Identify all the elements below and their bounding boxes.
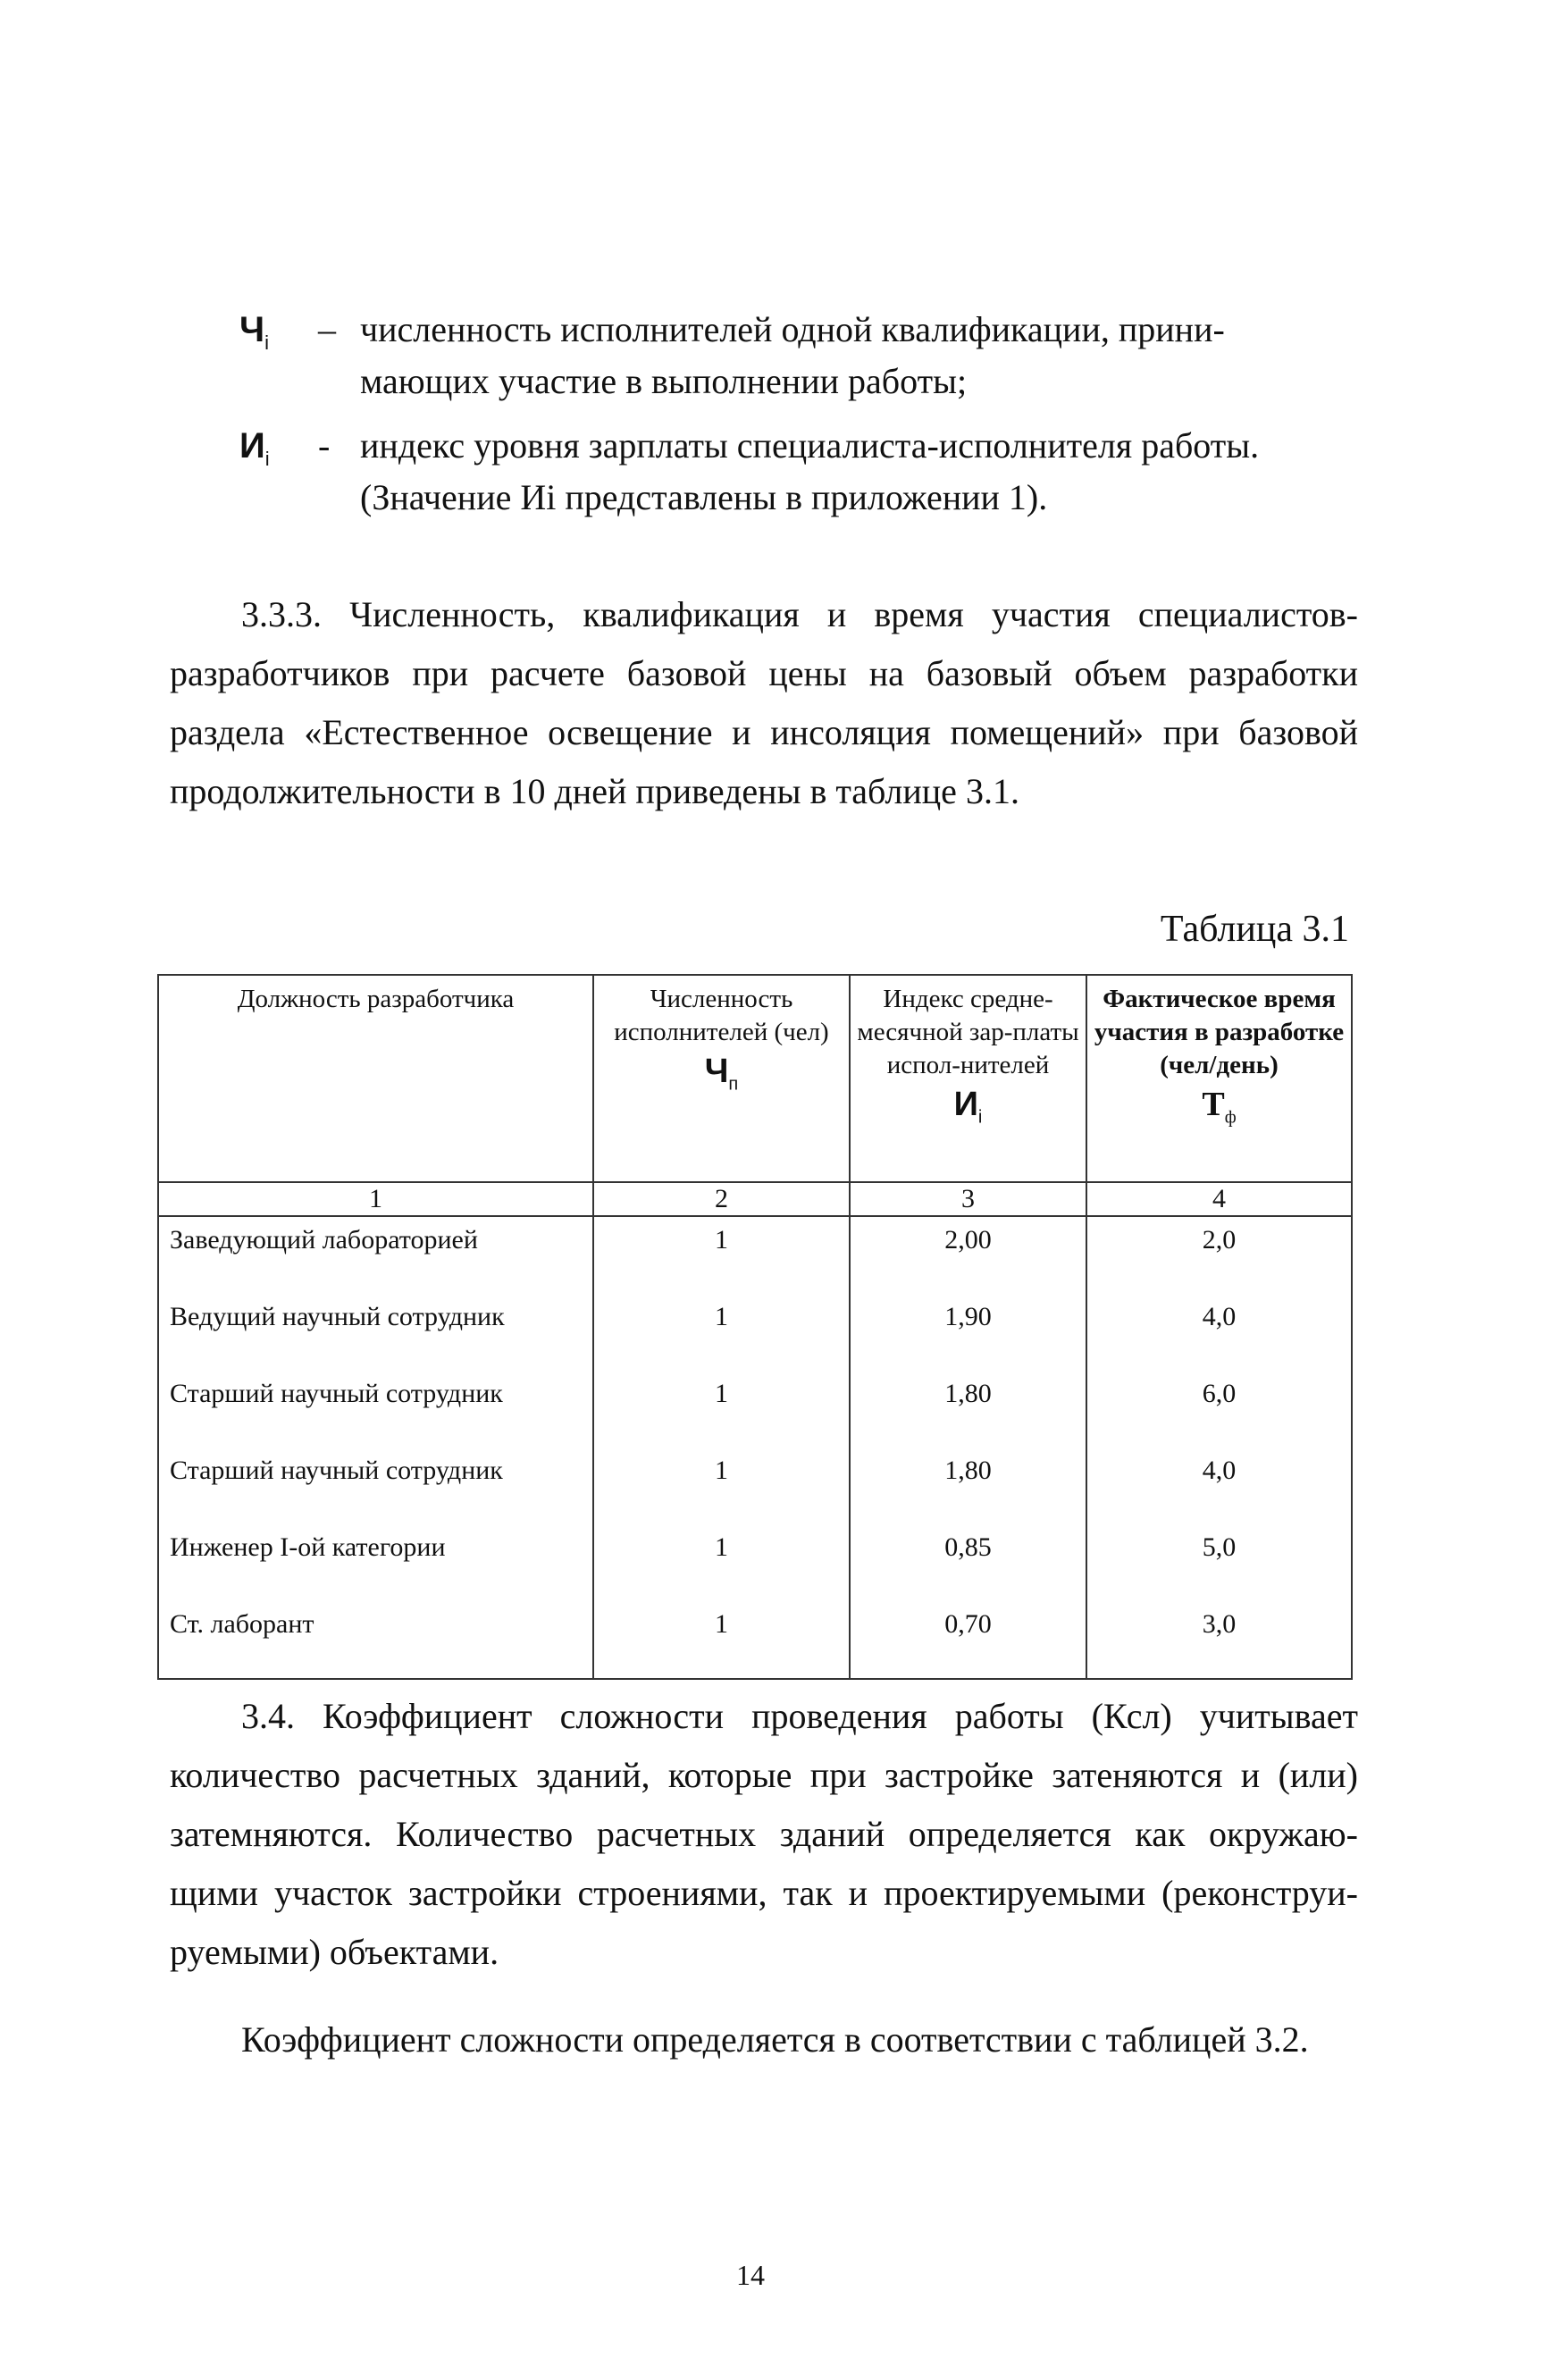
cell-position: Старший научный сотрудник xyxy=(158,1371,593,1448)
definition-symbol: $И_i$ xyxy=(239,426,270,470)
cell-actual-time: 4,0 xyxy=(1086,1448,1352,1524)
paragraph-line: количество расчетных зданий, которые при застройке затеняются и (или) xyxy=(170,1755,1358,1795)
table-row xyxy=(158,1448,1352,1524)
cell-position: Ведущий научный сотрудник xyxy=(158,1294,593,1371)
paragraph-line: продолжительности в 10 дней приведены в таблице 3.1. xyxy=(170,771,1019,811)
paragraph-line: разработчиков при расчете базовой цены на базовый объем разработки xyxy=(170,653,1358,693)
paragraph-3-3-3 xyxy=(170,585,1358,821)
cell-salary-index: 1,80 xyxy=(850,1371,1086,1448)
cell-position: Инженер I-ой категории xyxy=(158,1524,593,1601)
column-number: 4 xyxy=(1086,1182,1352,1216)
definition-chi xyxy=(239,304,1374,407)
table-row xyxy=(158,1601,1352,1679)
cell-actual-time: 3,0 xyxy=(1086,1601,1352,1679)
cell-actual-time: 4,0 xyxy=(1086,1294,1352,1371)
cell-actual-time: 2,0 xyxy=(1086,1216,1352,1294)
paragraph-line: 3.3.3. Численность, квалификация и время участия специалистов- xyxy=(241,594,1358,634)
table-row xyxy=(158,1216,1352,1294)
cell-headcount: 1 xyxy=(593,1601,850,1679)
cell-headcount: 1 xyxy=(593,1216,850,1294)
column-number: 1 xyxy=(158,1182,593,1216)
table-row xyxy=(158,1524,1352,1601)
cell-actual-time: 6,0 xyxy=(1086,1371,1352,1448)
paragraph-line: 3.4. Коэффициент сложности проведения работы (Ксл) учитывает xyxy=(241,1696,1358,1736)
cell-salary-index: 0,70 xyxy=(850,1601,1086,1679)
paragraph-3-4 xyxy=(170,1687,1358,1982)
column-number-row xyxy=(158,1182,1352,1216)
definition-symbol: $Ч_i$ xyxy=(239,310,269,354)
paragraph-line: руемыми) объектами. xyxy=(170,1932,499,1972)
page-number: 14 xyxy=(736,2259,765,2291)
paragraph-line: затемняются. Количество расчетных зданий определяется как окружаю- xyxy=(170,1814,1358,1854)
definition-ii xyxy=(239,420,1374,524)
table-row xyxy=(158,1294,1352,1371)
header-salary-index: Индекс средне-месячной зар-платы испол-нителей $И_i$ xyxy=(850,975,1086,1182)
header-symbol: $Ч_п$ xyxy=(704,1053,739,1095)
table-caption: Таблица 3.1 xyxy=(1160,909,1349,950)
definition-text-line-1: индекс уровня зарплаты специалиста-исполнителя работы. xyxy=(360,425,1260,466)
staff-table xyxy=(157,974,1353,1680)
definition-dash: – xyxy=(318,309,336,349)
column-number: 3 xyxy=(850,1182,1086,1216)
table-row xyxy=(158,1371,1352,1448)
table-header-row xyxy=(158,975,1352,1182)
cell-position: Заведующий лабораторией xyxy=(158,1216,593,1294)
definition-text-line-2: (Значение Иi представлены в приложении 1). xyxy=(360,477,1048,517)
cell-headcount: 1 xyxy=(593,1371,850,1448)
cell-salary-index: 0,85 xyxy=(850,1524,1086,1601)
definition-text-line-1: численность исполнителей одной квалификации, прини- xyxy=(360,309,1225,349)
cell-headcount: 1 xyxy=(593,1294,850,1371)
paragraph-line: раздела «Естественное освещение и инсоляция помещений» при базовой xyxy=(170,712,1358,752)
cell-actual-time: 5,0 xyxy=(1086,1524,1352,1601)
paragraph-complexity-reference: Коэффициент сложности определяется в соответствии с таблицей 3.2. xyxy=(241,2019,1309,2060)
definition-dash: - xyxy=(318,425,331,466)
header-symbol: $И_i$ xyxy=(953,1086,983,1128)
header-actual-time: Фактическое время участия в разработке (чел/день) $Т_ф$ xyxy=(1086,975,1352,1182)
cell-salary-index: 1,90 xyxy=(850,1294,1086,1371)
header-symbol: $Т_ф$ xyxy=(1202,1086,1237,1128)
cell-salary-index: 1,80 xyxy=(850,1448,1086,1524)
column-number: 2 xyxy=(593,1182,850,1216)
cell-position: Ст. лаборант xyxy=(158,1601,593,1679)
cell-salary-index: 2,00 xyxy=(850,1216,1086,1294)
header-position: Должность разработчика xyxy=(158,975,593,1182)
header-headcount: Численность исполнителей (чел) $Ч_п$ xyxy=(593,975,850,1182)
paragraph-line: щими участок застройки строениями, так и проектируемыми (реконструи- xyxy=(170,1873,1358,1913)
cell-headcount: 1 xyxy=(593,1448,850,1524)
cell-position: Старший научный сотрудник xyxy=(158,1448,593,1524)
definition-text-line-2: мающих участие в выполнении работы; xyxy=(360,361,968,401)
cell-headcount: 1 xyxy=(593,1524,850,1601)
